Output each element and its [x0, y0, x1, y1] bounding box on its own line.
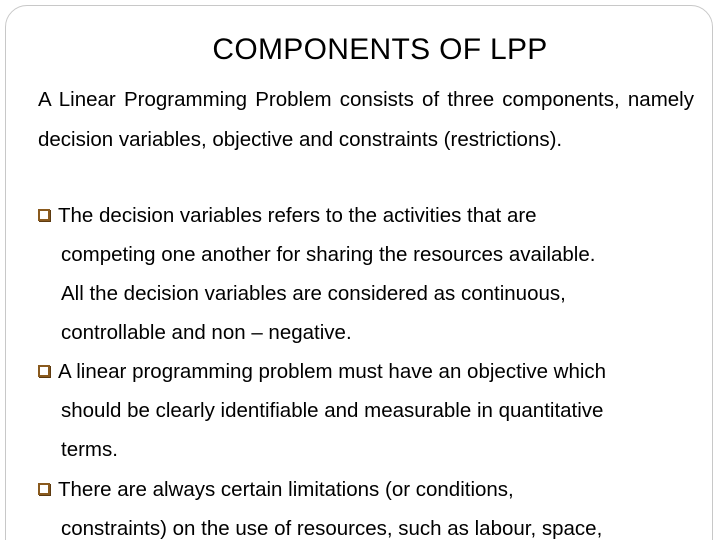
bullet-decision-variables: [38, 196, 702, 352]
bullet-line: constraints) on the use of resources, such as labour, space,: [61, 517, 603, 540]
bullet-line: terms.: [61, 438, 118, 461]
bullet-line: competing one another for sharing the resources available.: [61, 243, 596, 266]
square-bullet-icon: [38, 209, 50, 221]
intro-paragraph: A Linear Programming Problem consists of three components, namely decision variables, objective and constraints (restrictions).: [38, 88, 694, 151]
bullet-line: The decision variables refers to the activities that are: [58, 204, 537, 227]
bullet-line: All the decision variables are considered as continuous,: [61, 282, 566, 305]
bullet-line: A linear programming problem must have an objective which: [58, 360, 607, 383]
bullet-line: controllable and non – negative.: [61, 321, 352, 344]
bullet-constraints: [38, 470, 702, 540]
square-bullet-icon: [38, 483, 50, 495]
bullet-objective: [38, 352, 702, 469]
bullet-line: There are always certain limitations (or conditions,: [58, 478, 514, 501]
bullet-line: should be clearly identifiable and measurable in quantitative: [61, 399, 604, 422]
square-bullet-icon: [38, 365, 50, 377]
slide-title: COMPONENTS OF LPP: [212, 33, 548, 66]
